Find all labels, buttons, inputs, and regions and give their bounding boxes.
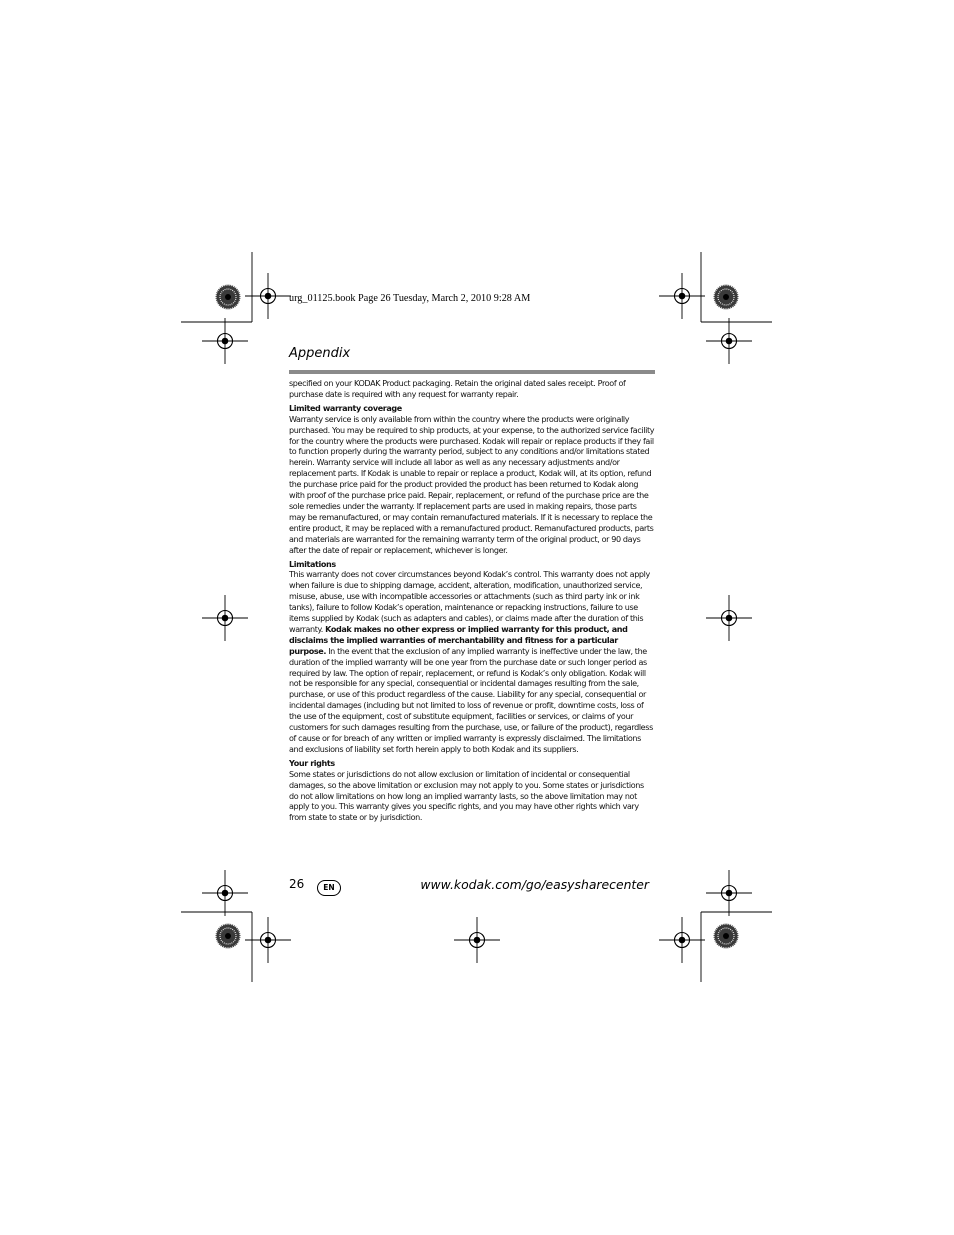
language-badge: EN <box>317 880 341 896</box>
registration-target-right-3 <box>706 870 752 916</box>
your-rights-paragraph: Some states or jurisdictions do not allow exclusion or limitation of incidental or consequential damages, so the above limitation or exclusion may not apply to you. Some states or jurisdictions do not allow limitations on how long an implied warranty lasts, so the above limitation may not apply to you. This warranty gives you specific rights, and you may have other rights which vary from state to state or by jurisdiction. <box>289 769 644 823</box>
footer-url-link[interactable]: www.kodak.com/go/easysharecenter <box>420 877 649 892</box>
registration-target-right-2 <box>706 595 752 641</box>
limitations-heading: Limitations <box>289 559 336 569</box>
registration-target-bottom-right <box>659 917 705 963</box>
limitations-text-start: This warranty does not cover circumstances beyond Kodak’s control. This warranty does not apply when failure is due to shipping damage, accident, alteration, modification, unauthorized service, misuse, abuse, use with incompatible accessories or attachments (such as third party ink or ink tanks), failure to follow Kodak’s operation, maintenance or repacking instructions, failure to use items supplied by Kodak (such as adapters and cables), or claims made after the duration of this warranty. <box>289 570 650 634</box>
limited-warranty-heading: Limited warranty coverage <box>289 403 402 413</box>
star-target-bottom-left <box>216 924 241 949</box>
limitations-disclaimer-bold: Kodak makes no other express or implied warranty for this product, and disclaims the implied warranties of merchantability and fitness for a particular purpose. <box>289 624 628 656</box>
header-rule <box>289 370 655 374</box>
registration-target-right-1 <box>706 318 752 364</box>
registration-target-bottom-center <box>454 917 500 963</box>
limitations-text-end: In the event that the exclusion of any implied warranty is ineffective under the law, the duration of the implied warranty will be one year from the purchase date or such longer period as required by law. The option of repair, replacement, or refund is Kodak’s only obligation. Kodak will not be responsible for any special, consequential or incidental damages resulting from the sale, purchase, or use of this product regardless of the cause. Liability for any special, consequential or incidental damages (including but not limited to loss of revenue or profit, downtime costs, loss of the use of the equipment, cost of substitute equipment, facilities or services, or claims of your customers for such damages resulting from the purchase, use, or failure of the product), regardless of cause or for breach of any written or implied warranty is expressly disclaimed. The limitations and exclusions of liability set forth herein apply to both Kodak and its suppliers. <box>289 646 653 754</box>
registration-target-top-right <box>659 273 705 319</box>
section-title: Appendix <box>289 346 351 361</box>
your-rights-heading: Your rights <box>289 758 335 768</box>
print-slug-line: urg_01125.book Page 26 Tuesday, March 2, 2010 9:28 AM <box>289 293 531 304</box>
registration-target-left-2 <box>202 595 248 641</box>
page-number: 26 <box>289 877 305 891</box>
intro-paragraph: specified on your KODAK Product packaging. Retain the original dated sales receipt. Proof of purchase date is required with any request for warranty repair. <box>289 379 626 399</box>
registration-target-left-1 <box>202 318 248 364</box>
limitations-paragraph <box>289 570 655 755</box>
warranty-content <box>289 379 655 824</box>
star-target-top-right <box>714 285 739 310</box>
star-target-bottom-right <box>714 924 739 949</box>
registration-target-left-3 <box>202 870 248 916</box>
limited-warranty-paragraph: Warranty service is only available from within the country where the products were originally purchased. You may be required to ship products, at your expense, to the authorized service facility for the country where the products were purchased. Kodak will repair or replace products if they fail to function properly during the warranty period, subject to any conditions and/or limitations stated herein. Warranty service will include all labor as well as any necessary adjustments and/or replacement parts. If Kodak is unable to repair or replace a product, Kodak will, at its option, refund the purchase price paid for the product provided the product has been returned to Kodak along with proof of the purchase price paid. Repair, replacement, or refund of the purchase price are the sole remedies under the warranty. If replacement parts are used in making repairs, those parts may be remanufactured, or may contain remanufactured materials. If it is necessary to replace the entire product, it may be replaced with a remanufactured product. Remanufactured products, parts and materials are warranted for the remaining warranty term of the original product, or 90 days after the date of repair or replacement, whichever is longer. <box>289 414 655 555</box>
star-target-top-left <box>216 285 241 310</box>
